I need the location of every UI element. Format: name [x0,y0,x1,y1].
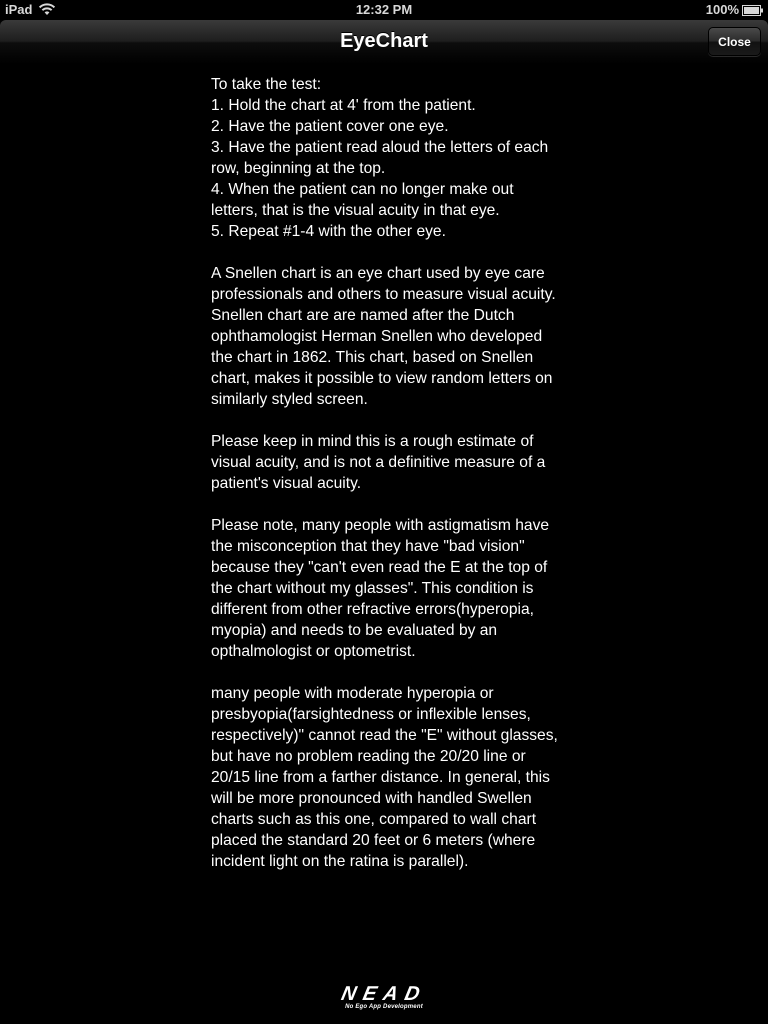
status-time: 12:32 PM [355,2,413,17]
nead-logo [0,984,768,1011]
status-bar [0,0,768,20]
logo-text: NEAD [339,983,429,1005]
battery-icon [742,4,764,15]
logo-tagline: No Ego App Development [345,1004,423,1010]
nav-bar [0,20,768,65]
paragraph-hyperopia: many people with moderate hyperopia or presbyopia(farsightedness or inflexible lenses, respectively)" cannot read the "E" without glasses, but have no problem reading the 20/20 line or 20/15 line from a farther distance. In general, this will be more pronounced with handled Swellen charts such as this one, compared to wall chart placed the standard 20 feet or 6 meters (where incident light on the ratina is parallel). [211,685,558,870]
nav-title: EyeChart [340,30,428,52]
instructions-text [211,74,563,893]
battery-percent: 100% [705,2,739,17]
paragraph-astigmatism: Please note, many people with astigmatism have the misconception that they have "bad vision" because they "can't even read the E at the top of the chart without my glasses". This condition is different from other refractive errors(hyperopia, myopia) and needs to be evaluated by an opthalmologist or optometrist. [211,517,550,660]
paragraph-snellen: A Snellen chart is an eye chart used by eye care professionals and others to measure visual acuity. Snellen chart are are named after the Dutch ophthamologist Herman Snellen who developed the chart in 1862. This chart, based on Snellen chart, makes it possible to view random letters on similarly styled screen. [211,265,556,408]
device-name: iPad [5,2,33,17]
paragraph-instructions: To take the test: 1. Hold the chart at 4' from the patient. 2. Have the patient cover one eye. 3. Have the patient read aloud the letters of each row, beginning at the top. 4. When the patient can no longer make out letters, that is the visual acuity in that eye. 5. Repeat #1-4 with the other eye. [211,76,549,240]
paragraph-disclaimer: Please keep in mind this is a rough estimate of visual acuity, and is not a definitive measure of a patient's visual acuity. [211,433,546,492]
close-button[interactable]: Close [708,27,761,56]
status-right [706,2,764,17]
